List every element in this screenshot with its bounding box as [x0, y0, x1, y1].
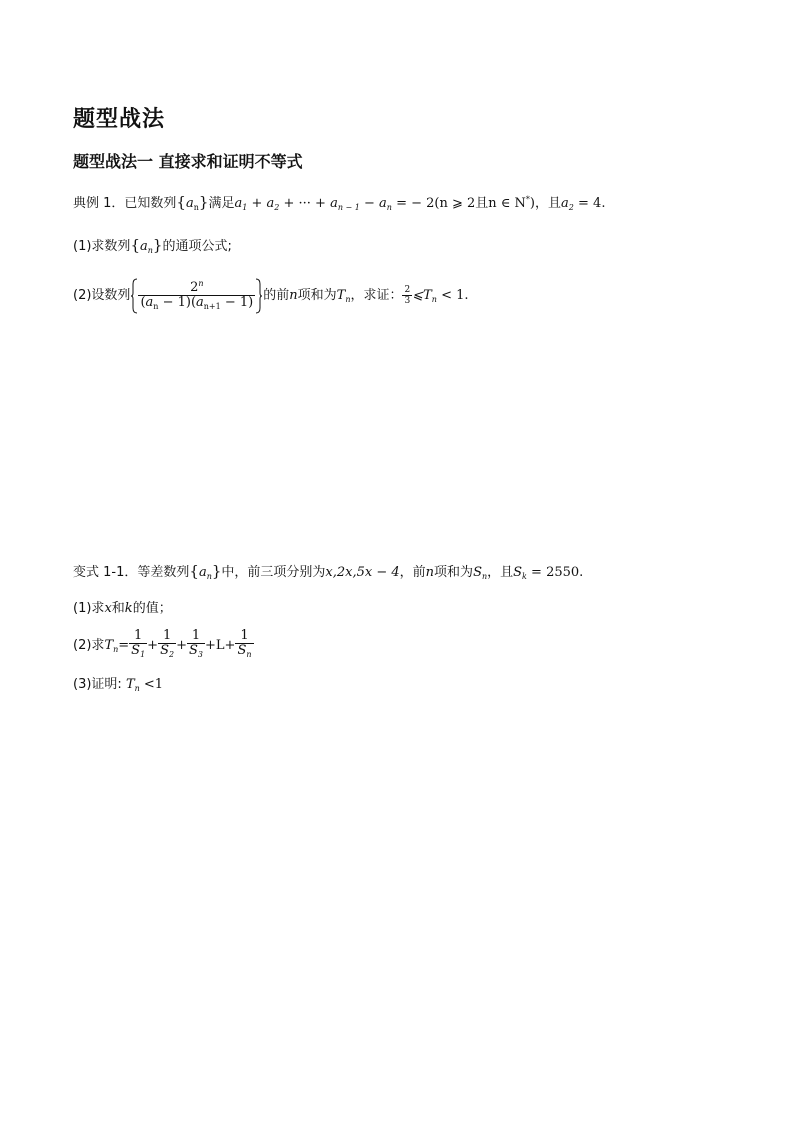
section-subtitle: 题型战法一 直接求和证明不等式: [73, 152, 303, 171]
eq-minus: −: [359, 196, 380, 211]
vq1-k: k: [124, 601, 133, 616]
period: .: [601, 196, 606, 211]
q2-num: 2: [190, 280, 199, 295]
eq-a: a: [234, 196, 243, 211]
cond-text: 满足: [208, 196, 235, 211]
variant1-q2: [73, 628, 254, 668]
q2-num-sup: n: [198, 279, 204, 288]
vq2-num: 1: [187, 629, 205, 644]
vq1-label: (1): [73, 601, 92, 616]
variant1-q3: [73, 676, 163, 698]
vq2-frac2: [158, 629, 176, 662]
variant-S: S: [473, 565, 482, 580]
example1-q1: [73, 236, 232, 260]
brace-close: }: [152, 236, 163, 254]
brace-open: {: [189, 562, 199, 580]
q2-fraction: [138, 277, 255, 314]
vq2-den: $S_1$: [131, 643, 146, 659]
q2-ineq: ⩽T: [412, 288, 432, 303]
q1-text: 求数列: [91, 239, 131, 254]
vq2-frac1: [129, 629, 147, 662]
q2-ineq-den: 3: [404, 296, 411, 306]
eq-an1: $a_{n - 1}$: [330, 196, 360, 212]
left-brace-icon: [130, 278, 138, 314]
q2-T: T: [336, 288, 346, 303]
vq2-den: $S_2$: [160, 643, 175, 659]
q2-numerator: [138, 277, 255, 296]
seq-an: $a_n$: [139, 239, 153, 255]
vq2-eq: =: [118, 638, 130, 653]
seq-an: $a_n$: [198, 565, 212, 581]
vq2-num: 1: [129, 629, 147, 644]
q1-tail: 的通项公式;: [162, 239, 232, 254]
period: .: [579, 565, 584, 580]
variant-tail1: ，前: [399, 565, 426, 580]
vq2-label: (2): [73, 638, 92, 653]
vq2-plus: +: [204, 638, 216, 653]
eq-rhs: = − 2: [391, 196, 435, 211]
variant-intro: 等差数列: [137, 565, 190, 580]
seq-a: a: [185, 196, 194, 211]
vq2-plus: +: [147, 638, 159, 653]
star: *: [525, 195, 530, 204]
q1-label: (1): [73, 239, 92, 254]
vq1-text: 求: [91, 601, 105, 616]
q2-ineq-end: < 1.: [436, 288, 469, 303]
brace-open: {: [176, 193, 186, 211]
n-cond: n ⩾ 2且n ∈ N: [439, 196, 526, 211]
seq-sub: n: [193, 203, 199, 212]
q2-ineq-sub: n: [431, 295, 437, 304]
q2-tail2: 项和为: [297, 288, 337, 303]
q2-tail3: ，求证：: [350, 288, 403, 303]
vq2-T: T: [104, 638, 114, 653]
variant-Sk-sub: k: [522, 572, 527, 581]
vq3-T: T: [125, 677, 135, 692]
q2-text: 设数列: [91, 288, 131, 303]
q2-ineq-frac: [402, 285, 412, 306]
variant-label: 变式 1-1．: [73, 565, 138, 580]
a2-value: = 4: [573, 196, 602, 211]
vq2-num: 1: [158, 629, 176, 644]
vq1-x: x: [104, 601, 112, 616]
variant-Sk: S: [513, 565, 523, 580]
variant1-q1: [73, 600, 172, 618]
q2-T-sub: n: [345, 295, 351, 304]
vq3-label: (3): [73, 677, 92, 692]
a2-term: $a_2$: [561, 196, 574, 212]
vq2-frac3: [187, 629, 205, 662]
brace-close: }: [198, 193, 209, 211]
variant-n: n: [425, 565, 435, 580]
vq2-L: L: [215, 638, 225, 653]
q2-denominator: $(a_n - 1)(a_{n+1} - 1)$: [140, 295, 254, 311]
and-text: ，且: [535, 196, 562, 211]
vq2-plus: +: [224, 638, 236, 653]
eq-plus2: + ··· +: [279, 196, 331, 211]
brace-open: {: [130, 236, 140, 254]
vq2-den: $S_3$: [188, 643, 203, 659]
variant-S-sub: n: [481, 572, 488, 581]
q2-tail1: 的前: [263, 288, 290, 303]
vq1-and: 和: [111, 601, 125, 616]
vq2-text: 求: [91, 638, 105, 653]
q2-n: n: [289, 288, 298, 303]
variant-tail2: 项和为: [434, 565, 474, 580]
example1-q2: [73, 276, 469, 320]
eq-a2: $a_2$: [266, 196, 280, 212]
vq3-tail: <1: [139, 677, 164, 692]
example-label: 典例 1．: [73, 196, 125, 211]
page-title: 题型战法: [73, 107, 166, 132]
variant-Sk-val: = 2550: [526, 565, 580, 580]
vq2-plus: +: [176, 638, 187, 653]
brace-close: }: [211, 562, 222, 580]
example1-statement: [73, 191, 605, 217]
vq1-tail: 的值；: [132, 601, 172, 616]
vq3-text: 证明:: [91, 677, 122, 692]
example-intro: 已知数列: [124, 196, 177, 211]
eq-plus1: +: [247, 196, 267, 211]
variant-mid: 中，前三项分别为: [221, 565, 326, 580]
paren-open: (: [434, 196, 440, 211]
vq2-T-sub: n: [113, 645, 119, 654]
vq3-T-sub: n: [134, 684, 140, 693]
variant-terms: x,2x,5x − 4: [325, 565, 400, 580]
eq-a1: $a_1$: [234, 196, 248, 212]
vq2-num: 1: [235, 629, 253, 644]
paren-close: ): [529, 196, 535, 211]
vq2-frac4: [235, 629, 253, 662]
q2-label: (2): [73, 288, 92, 303]
variant-tail3: ，且: [487, 565, 514, 580]
vq2-den: $S_n$: [237, 643, 252, 659]
eq-an: $a_n$: [379, 196, 392, 212]
q2-ineq-num: 2: [404, 285, 411, 295]
variant1-statement: [73, 562, 583, 586]
